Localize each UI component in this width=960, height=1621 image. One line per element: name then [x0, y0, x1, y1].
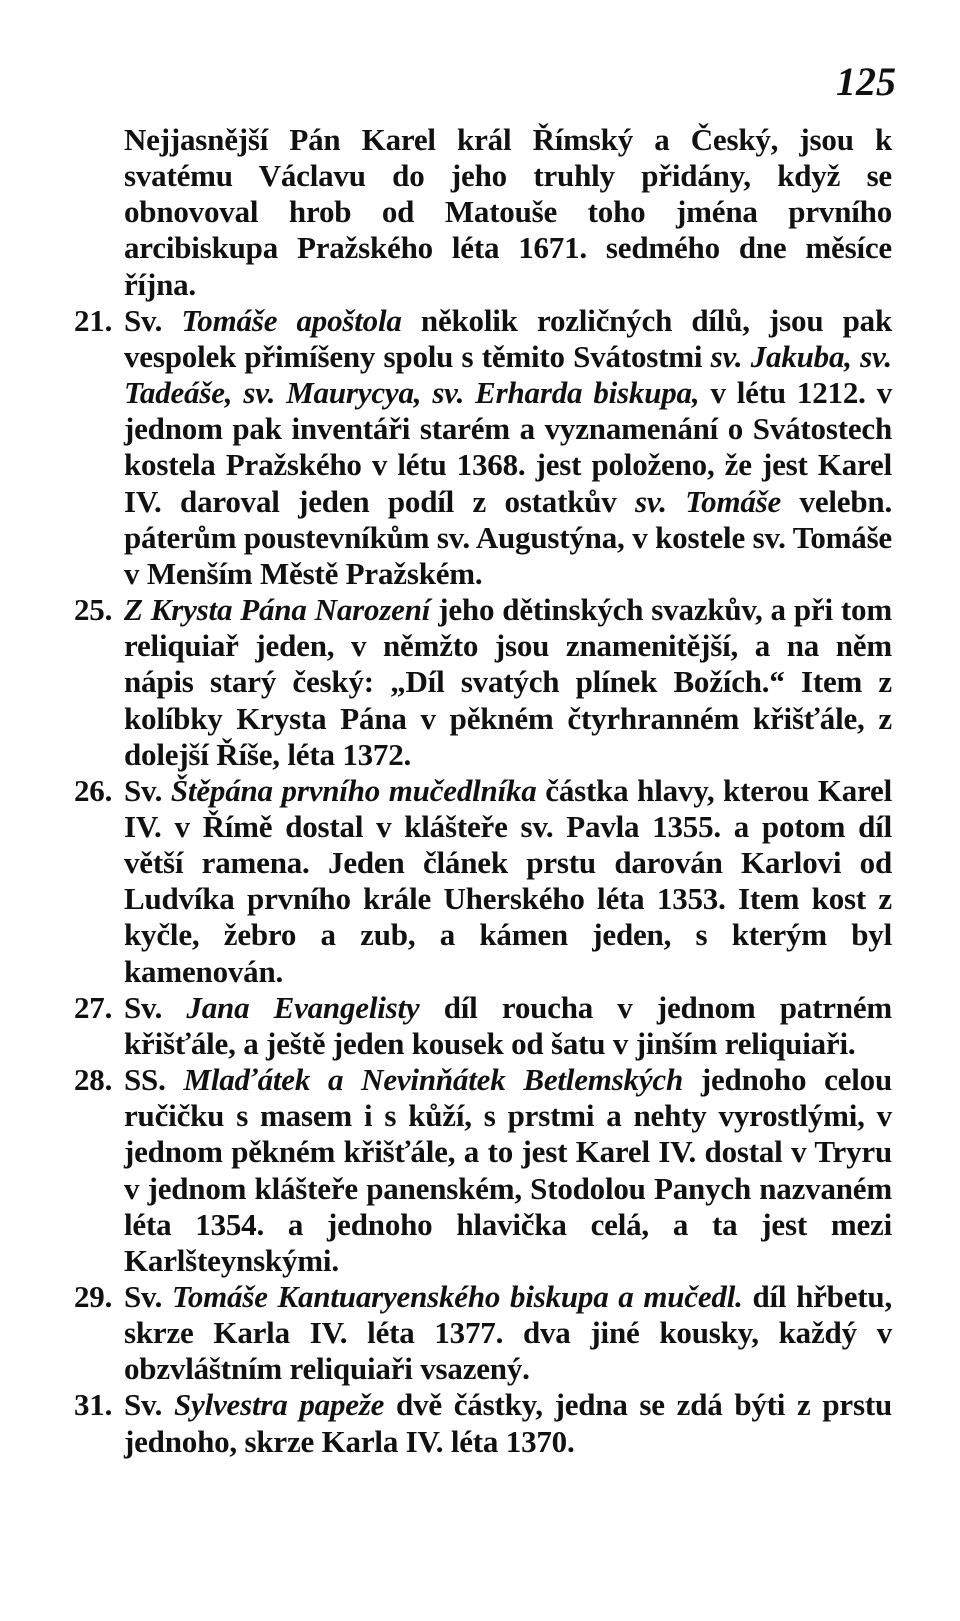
text-run: Sv.: [124, 302, 182, 338]
text-run: Sv.: [124, 1387, 174, 1423]
text-run: několik rozličných dílů, jsou pak vespolek přimíšeny spolu s těmito Svátostmi: [124, 302, 892, 374]
text-run: Nejjasnější Pán Karel král Římský a Český, jsou k svatému Václavu do jeho truhly přidány, když se obnovoval hrob od Matouše toho jména prvního arcibiskupa Pražského léta 1671. sedmého dne měsíce října.: [124, 122, 892, 302]
text-run: v létu 1212. v jednom pak inventáři starém a vyznamenání o Svátostech kostela Pražského v létu 1368. jest položeno, že jest Karel IV. daroval jeden podíl z ostatkův: [124, 375, 893, 519]
list-item: [74, 989, 893, 1062]
text-run: Sv.: [124, 1279, 172, 1314]
italic-name: Jana Evangelisty: [186, 989, 420, 1025]
list-item: [74, 302, 893, 592]
italic-name: sv. Jakuba, sv. Tadeáše, sv. Maurycya, sv. Erharda biskupa,: [124, 338, 892, 411]
entry-number: 29.: [74, 1279, 113, 1314]
text-run: částka hlavy, kterou Karel IV. v Římě dostal v klášteře sv. Pavla 1355. a potom díl větší ramena. Jeden článek prstu darován Karlovi od Ludvíka prvního krále Uherského léta 1353. Item kost z kyčle, žebro a zub, a kámen jeden, s kterým byl kamenován.: [124, 772, 893, 989]
italic-name: sv. Tomáše: [635, 483, 782, 519]
italic-name: Štěpána prvního mučedlníka: [170, 772, 537, 808]
italic-name: Mlaďátek a Nevinňátek Betlemských: [183, 1062, 684, 1098]
italic-name: Z Krysta Pána Narození: [124, 592, 431, 628]
entry-number: 25.: [74, 592, 113, 628]
text-block: [74, 122, 892, 1460]
italic-name: Sylvestra papeže: [173, 1387, 385, 1423]
entry-number: 21.: [74, 302, 113, 338]
list-item: [74, 1062, 892, 1279]
entry-number: 26.: [74, 772, 113, 808]
entry-list: [74, 303, 892, 1460]
entry-number: 28.: [74, 1062, 113, 1098]
intro-paragraph: [124, 122, 892, 303]
text-run: díl roucha v jednom patrném křišťále, a ještě jeden kousek od šatu v jinším reliquiaři.: [124, 989, 893, 1061]
list-item: [74, 772, 893, 990]
list-item: [74, 592, 892, 773]
italic-name: Tomáše apoštola: [181, 302, 402, 338]
text-run: Sv.: [124, 772, 171, 808]
list-item: [74, 1387, 893, 1459]
text-run: dvě částky, jedna se zdá býti z prstu jednoho, skrze Karla IV. léta 1370.: [124, 1387, 893, 1459]
page-number: 125: [836, 59, 896, 104]
text-run: velebn. páterům poustevníkům sv. Augustýna, v kostele sv. Tomáše v Menším Městě Pražském.: [124, 483, 893, 591]
italic-name: Tomáše Kantuaryenského biskupa a mučedl.: [171, 1279, 743, 1314]
entry-number: 31.: [74, 1387, 113, 1423]
text-run: díl hřbetu, skrze Karla IV. léta 1377. dva jiné kousky, každý v obzvláštním reliquiaři vsazený.: [124, 1279, 892, 1387]
list-item: [74, 1279, 892, 1387]
text-run: SS.: [124, 1062, 184, 1098]
text-run: jednoho celou ručičku s masem i s kůží, s prstmi a nehty vyrostlými, v jednom pěkném křišťále, a to jest Karel IV. dostal v Tryru v jednom klášteře panenském, Stodolou Panych nazvaném léta 1354. a jednoho hlavička celá, a ta jest mezi Karlšteynskými.: [124, 1062, 892, 1278]
text-run: jeho dětinských svazkův, a při tom reliquiař jeden, v němžto jsou znamenitější, a na něm nápis starý český: „Díl svatých plínek Božích.“ Item z kolíbky Krysta Pána v pěkném čtyrhranném křišťále, z dolejší Říše, léta 1372.: [124, 592, 892, 772]
text-run: Sv.: [124, 989, 187, 1025]
entry-number: 27.: [74, 989, 113, 1025]
